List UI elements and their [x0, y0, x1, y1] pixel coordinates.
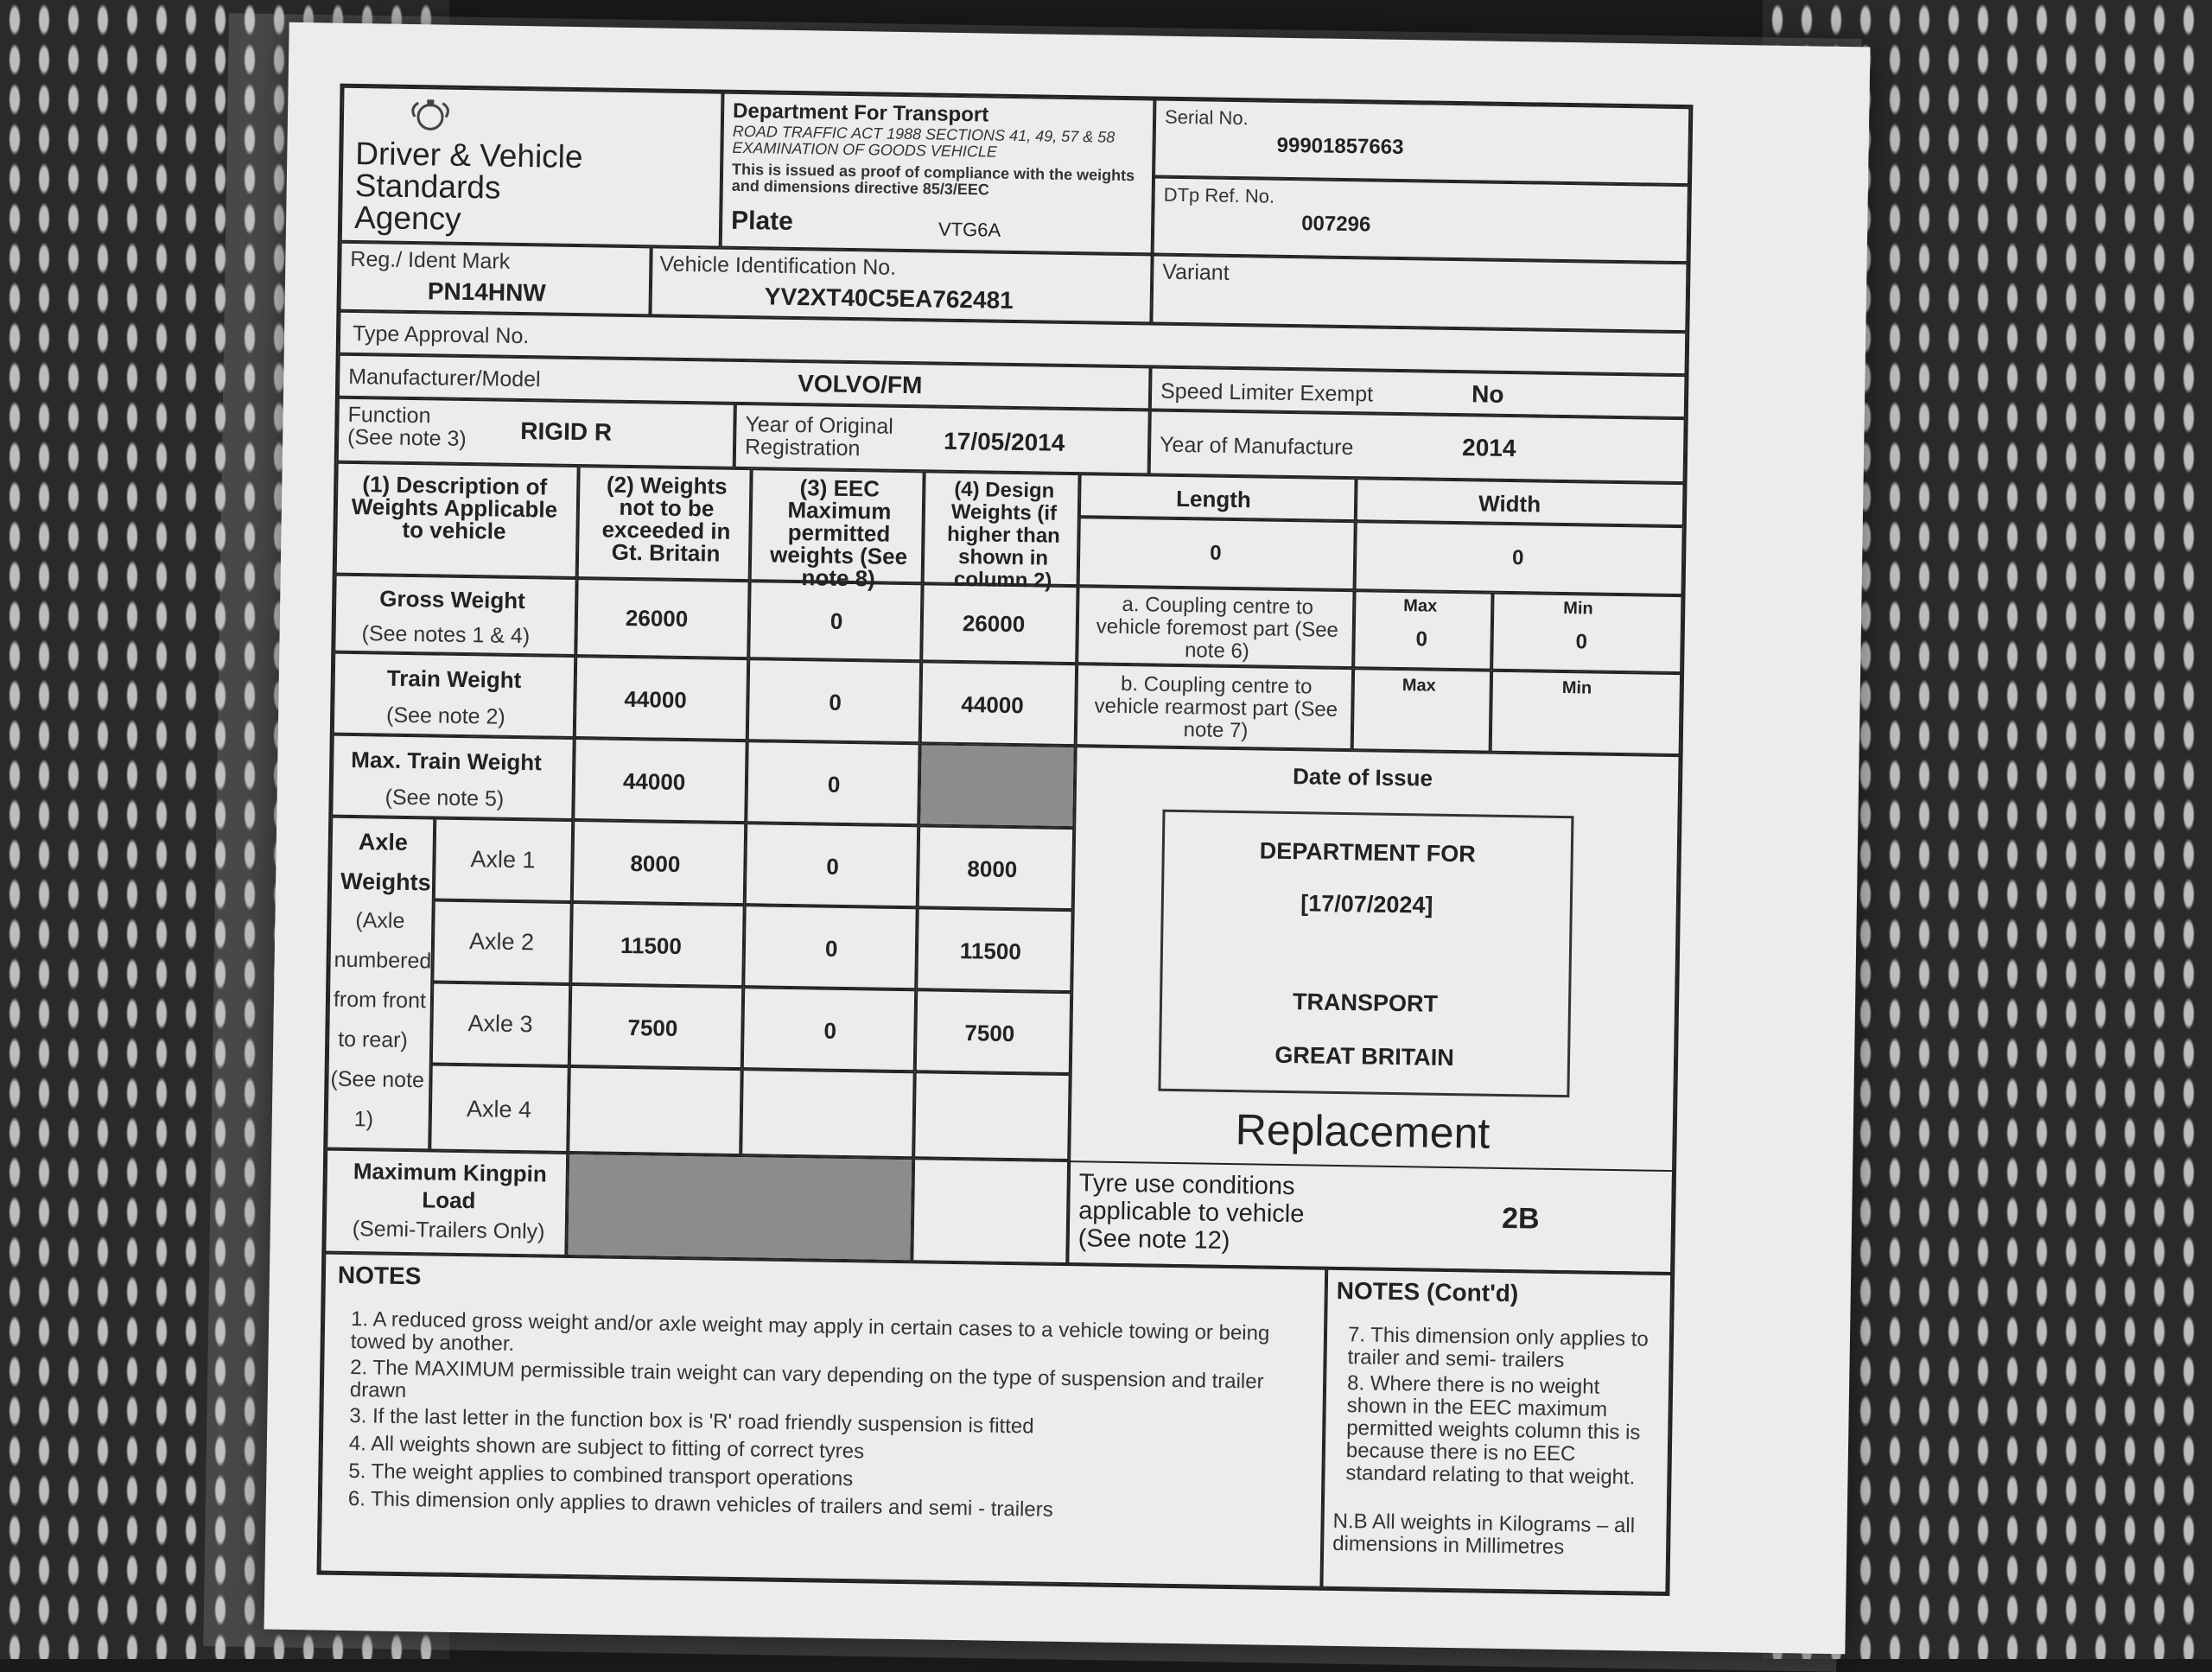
width-value: 0 [1511, 546, 1524, 570]
axle-group-l3: (Axle [355, 908, 405, 933]
train-c3-value: 0 [829, 689, 842, 715]
coupling-a-min [1491, 593, 1682, 673]
note-nb: N.B All weights in Kilograms – all dimensions in Millimetres [1332, 1509, 1636, 1560]
col2-header-text: (2) Weights not to be exceeded in Gt. Britain [601, 471, 731, 567]
train-c3 [747, 658, 921, 743]
width-value-cell [1355, 521, 1684, 595]
kingpin-shaded [568, 1154, 912, 1260]
max-train-c3-value: 0 [827, 771, 841, 798]
coupling-b-min-label: Min [1561, 677, 1592, 698]
agency-line3: Agency [353, 199, 461, 237]
axle2-c3-value: 0 [824, 935, 838, 962]
axle-group-l5: from front [333, 987, 427, 1014]
axle2-c2 [570, 902, 744, 987]
axle-weights-group-label [326, 817, 435, 1151]
note-8: 8. Where there is no weight shown in the EEC maximum permitted weights column this is because there is no EEC standard relating to that weight. [1345, 1371, 1641, 1490]
vin-value: YV2XT40C5EA762481 [764, 283, 1014, 314]
serial-label: Serial No. [1164, 105, 1249, 130]
axle-group-l6: to rear) [338, 1027, 409, 1053]
axle2-label-cell [432, 900, 571, 984]
axle3-c3 [742, 987, 916, 1071]
width-header-text: Width [1478, 490, 1541, 518]
gross-c3-value: 0 [830, 607, 843, 634]
function-label: Function [347, 402, 431, 429]
stamp-date: [17/07/2024] [1300, 890, 1433, 919]
coupling-b-max-label: Max [1402, 676, 1436, 696]
axle1-c4-value: 8000 [967, 855, 1018, 883]
vin-box [650, 246, 1152, 323]
tyre-conditions-label: Tyre use conditions applicable to vehicle (See note 12) [1077, 1169, 1305, 1256]
gross-weight-label-cell [334, 575, 576, 656]
max-train-c4 [918, 743, 1075, 828]
axle-group-l8: 1) [353, 1107, 374, 1132]
train-c4-value: 44000 [961, 691, 1024, 719]
royal-crest-icon [404, 98, 457, 133]
notes-box [320, 1253, 1327, 1588]
axle1-c2 [572, 820, 746, 905]
manufacture-year-box [1149, 410, 1686, 483]
manufacture-year-label: Year of Manufacture [1159, 432, 1354, 461]
dtp-box [1153, 176, 1689, 263]
max-train-note: (See note 5) [385, 785, 505, 811]
train-weight-label: Train Weight [386, 664, 522, 694]
manufacture-year-value: 2014 [1461, 434, 1516, 462]
note-2: 2. The MAXIMUM permissible train weight can vary depending on the type of suspension and trailer drawn [349, 1356, 1264, 1403]
axle4-label-cell [429, 1064, 569, 1153]
vin-label: Vehicle Identification No. [659, 251, 897, 280]
replacement-label: Replacement [1235, 1105, 1491, 1158]
axle-group-l4: numbered [334, 947, 432, 974]
axle2-label: Axle 2 [468, 928, 535, 956]
variant-label: Variant [1162, 259, 1230, 285]
gross-weight-label: Gross Weight [379, 585, 526, 614]
gross-c4-value: 26000 [962, 610, 1026, 638]
kingpin-c4 [912, 1158, 1069, 1264]
axle4-c3 [741, 1069, 915, 1158]
dept-box [721, 92, 1155, 255]
agency-line1: Driver & Vehicle [355, 135, 583, 175]
stamp-line1: DEPARTMENT FOR [1259, 837, 1477, 868]
date-of-issue-label: Date of Issue [1292, 763, 1433, 791]
axle-group-l7: (See note [330, 1066, 425, 1093]
tyre-conditions-value: 2B [1501, 1201, 1540, 1236]
gross-c2-value: 26000 [625, 604, 689, 633]
axle4-c4 [913, 1071, 1071, 1160]
col1-header [335, 462, 579, 578]
train-c2 [575, 656, 748, 741]
serial-value: 99901857663 [1276, 133, 1404, 160]
gross-c4 [921, 583, 1077, 664]
coupling-a-max [1353, 590, 1492, 671]
col4-header [923, 471, 1080, 593]
agency-box [340, 86, 723, 248]
train-weight-note: (See note 2) [385, 702, 505, 729]
reg-box [339, 242, 651, 316]
axle-group-l2: Weights [340, 868, 431, 896]
kingpin-l3: (Semi-Trailers Only) [352, 1217, 545, 1244]
dept-proof: This is issued as proof of compliance with the weights and dimensions directive 85/3/EEC [731, 160, 1135, 199]
coupling-a-min-label: Min [1563, 598, 1593, 619]
max-train-c3 [746, 741, 919, 825]
kingpin-l1: Maximum Kingpin [353, 1158, 547, 1187]
col1-header-text: (1) Description of Weights Applicable to vehicle [351, 471, 558, 544]
kingpin-shaded-cell [566, 1153, 913, 1262]
col2-header [577, 466, 752, 581]
function-box [337, 397, 735, 468]
plate-label: Plate [730, 206, 794, 236]
axle1-c2-value: 8000 [630, 850, 681, 877]
note-3: 3. If the last letter in the function box is 'R' road friendly suspension is fitted [349, 1404, 1034, 1439]
note-6: 6. This dimension only applies to drawn vehicles of trailers and semi - trailers [347, 1487, 1053, 1522]
notes-cont-box [1321, 1268, 1672, 1593]
col4-header-text: (4) Design Weights (if higher than shown in column 2) [946, 477, 1061, 593]
first-reg-label2: Registration [744, 435, 861, 461]
reg-label: Reg./ Ident Mark [350, 246, 511, 274]
coupling-a-cell [1077, 586, 1354, 668]
dept-act: ROAD TRAFFIC ACT 1988 SECTIONS 41, 49, 57 & 58 EXAMINATION OF GOODS VEHICLE [732, 122, 1116, 161]
coupling-a-max-value: 0 [1415, 627, 1428, 652]
dtp-value: 007296 [1300, 212, 1371, 237]
note-7: 7. This dimension only applies to trailer and semi- trailers [1347, 1323, 1649, 1373]
width-header [1356, 478, 1685, 526]
max-train-c4-shaded [920, 745, 1073, 826]
train-weight-label-cell [333, 652, 575, 738]
function-value: RIGID R [520, 417, 613, 446]
max-train-label: Max. Train Weight [351, 746, 543, 776]
plate-code: VTG6A [938, 218, 1001, 241]
length-value: 0 [1209, 541, 1222, 565]
note-1: 1. A reduced gross weight and/or axle weight may apply in certain cases to a vehicle towing or being towed by another. [350, 1307, 1270, 1357]
axle3-label: Axle 3 [467, 1010, 533, 1038]
note-4: 4. All weights shown are subject to fitting of correct tyres [348, 1432, 865, 1464]
axle1-c3-value: 0 [826, 853, 840, 880]
notes-cont-title: NOTES (Cont'd) [1336, 1276, 1519, 1307]
issue-stamp [1158, 810, 1573, 1097]
axle1-c3 [745, 823, 918, 907]
type-approval-label: Type Approval No. [352, 321, 530, 349]
coupling-a-label: a. Coupling centre to vehicle foremost part (See note 6) [1096, 592, 1339, 664]
stamp-line4: GREAT BRITAIN [1274, 1041, 1455, 1071]
tyre-conditions-cell [1067, 1160, 1674, 1274]
first-registration-box [734, 404, 1150, 475]
coupling-a-max-label: Max [1403, 596, 1438, 616]
coupling-b-max [1352, 668, 1491, 753]
serial-box [1154, 99, 1690, 185]
speed-limiter-value: No [1471, 380, 1504, 408]
certificate-form [317, 84, 1694, 1596]
length-header-text: Length [1175, 485, 1252, 513]
stamp-line3: TRANSPORT [1292, 989, 1439, 1017]
gross-weight-note: (See notes 1 & 4) [361, 621, 531, 649]
first-reg-value: 17/05/2014 [943, 427, 1065, 456]
first-reg-label1: Year of Original [745, 412, 894, 439]
coupling-b-cell [1076, 664, 1353, 750]
length-value-cell [1078, 517, 1356, 590]
coupling-b-label: b. Coupling centre to vehicle rearmost part (See note 7) [1094, 671, 1338, 743]
col3-header-text: (3) EEC Maximum permitted weights (See note 8) [769, 474, 908, 592]
manufacturer-label: Manufacturer/Model [348, 364, 541, 392]
speed-limiter-label: Speed Limiter Exempt [1160, 378, 1374, 407]
axle1-c4 [918, 825, 1074, 910]
length-header [1079, 474, 1357, 521]
kingpin-label-cell [324, 1149, 568, 1256]
axle2-c3 [743, 905, 917, 989]
axle1-label: Axle 1 [470, 846, 536, 874]
train-c2-value: 44000 [624, 685, 688, 714]
dtp-label: DTp Ref. No. [1163, 183, 1275, 207]
agency-line2: Standards [354, 167, 501, 206]
axle1-label-cell [434, 818, 573, 903]
axle3-c2-value: 7500 [627, 1014, 678, 1041]
gross-c3 [748, 581, 922, 661]
reg-value: PN14HNW [427, 277, 547, 307]
axle3-c4-value: 7500 [964, 1020, 1015, 1047]
axle3-c4 [915, 989, 1071, 1074]
function-note: (See note 3) [346, 424, 467, 452]
max-train-c2 [573, 738, 747, 823]
plating-certificate [264, 22, 1871, 1655]
axle3-label-cell [431, 982, 570, 1066]
variant-box [1151, 254, 1688, 332]
col3-header [750, 468, 925, 592]
max-train-label-cell [331, 734, 574, 820]
axle3-c3-value: 0 [823, 1017, 837, 1044]
coupling-b-min [1491, 671, 1681, 755]
kingpin-l2: Load [422, 1186, 476, 1214]
max-train-c2-value: 44000 [622, 767, 686, 796]
coupling-a-min-value: 0 [1575, 630, 1588, 654]
axle2-c2-value: 11500 [620, 931, 683, 960]
note-5: 5. The weight applies to combined transport operations [348, 1459, 854, 1491]
manufacturer-value: VOLVO/FM [797, 370, 923, 399]
axle2-c4-value: 11500 [959, 938, 1022, 965]
axle3-c2 [569, 984, 743, 1069]
axle4-label: Axle 4 [466, 1096, 532, 1123]
axle4-c2 [568, 1066, 742, 1155]
train-c4 [920, 661, 1077, 746]
gross-c2 [575, 578, 749, 658]
notes-title: NOTES [337, 1261, 422, 1290]
axle-group-l1: Axle [358, 829, 409, 856]
dept-title: Department For Transport [732, 99, 989, 127]
axle2-c4 [916, 907, 1072, 992]
